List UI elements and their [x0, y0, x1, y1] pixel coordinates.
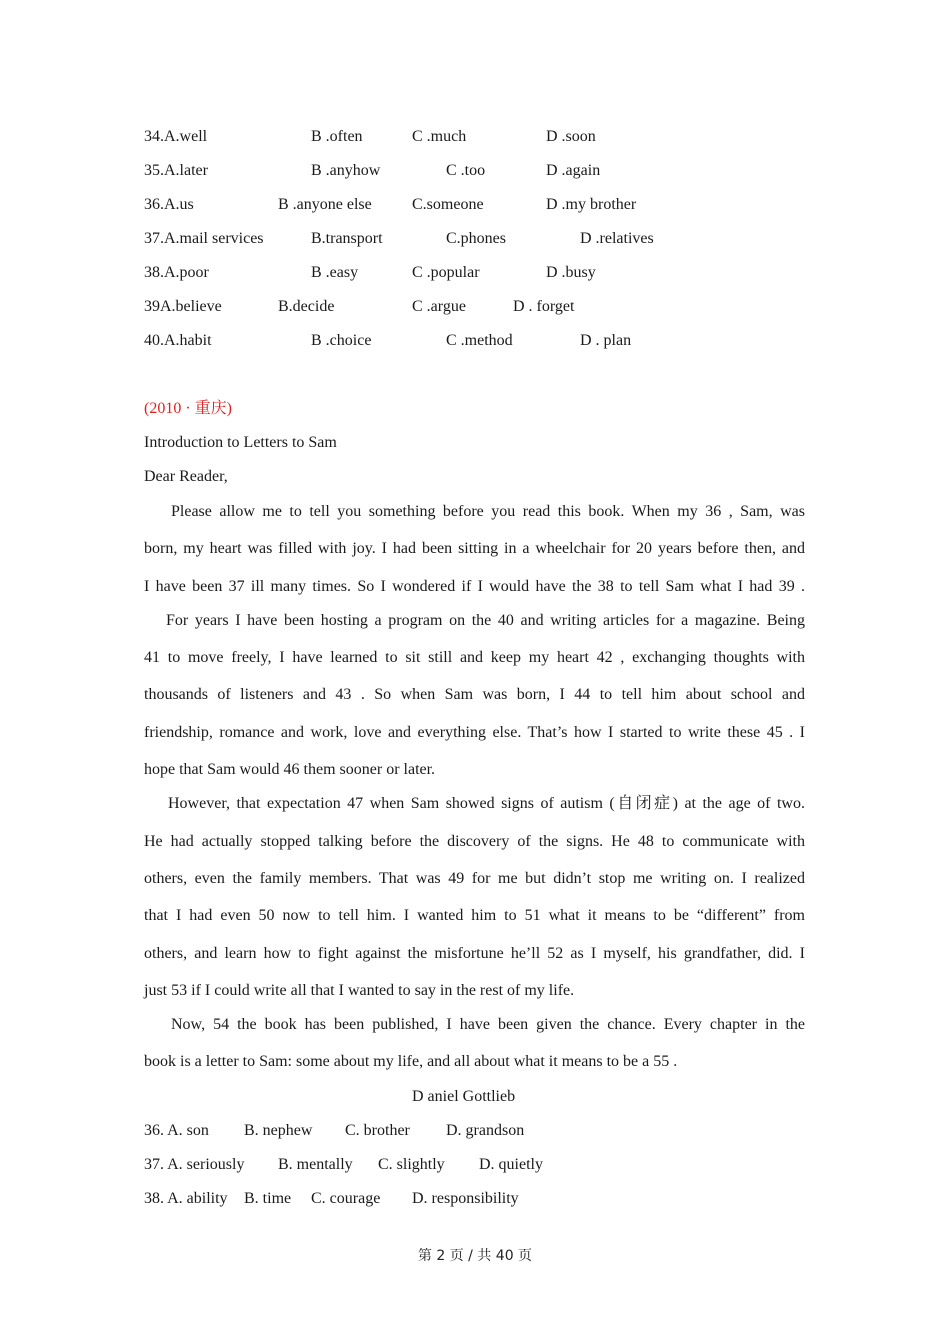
- option-c: C. brother: [345, 1122, 410, 1139]
- option-d: D .again: [546, 162, 601, 179]
- option-c: C. courage: [311, 1190, 381, 1207]
- option-d: D . plan: [580, 332, 632, 349]
- option-a: 35.A.later: [144, 162, 208, 179]
- option-b: B .easy: [311, 264, 359, 281]
- option-d: D .soon: [546, 128, 596, 145]
- option-d: D. quietly: [479, 1156, 543, 1173]
- passage-line: just 53 if I could write all that I wanted to say in the rest of my life.: [144, 982, 575, 999]
- signature: D aniel Gottlieb: [412, 1088, 516, 1105]
- option-b: B .anyone else: [278, 196, 372, 213]
- passage-line: that I had even 50 now to tell him. I wanted him to 51 what it means to be “different” from: [144, 907, 805, 924]
- option-a: 40.A.habit: [144, 332, 212, 349]
- option-c: C .much: [412, 128, 467, 145]
- option-b: B. nephew: [244, 1122, 313, 1139]
- option-b: B. time: [244, 1190, 292, 1207]
- option-d: D. grandson: [446, 1122, 525, 1139]
- passage-line: born, my heart was filled with joy. I had been sitting in a wheelchair for 20 years before then, and: [144, 540, 805, 557]
- option-b: B .anyhow: [311, 162, 381, 179]
- option-c: C .argue: [412, 298, 466, 315]
- passage-line: others, and learn how to fight against the misfortune he’ll 52 as I myself, his grandfather, did. I: [144, 945, 805, 962]
- passage-line: thousands of listeners and 43 . So when Sam was born, I 44 to tell him about school and: [144, 686, 805, 703]
- salutation: Dear Reader,: [144, 468, 228, 485]
- passage-line: hope that Sam would 46 them sooner or later.: [144, 761, 436, 778]
- passage-line: 41 to move freely, I have learned to sit still and keep my heart 42 , exchanging thoughts with: [144, 649, 805, 666]
- option-b: B.decide: [278, 298, 335, 315]
- option-a: 39A.believe: [144, 298, 222, 315]
- passage-line: I have been 37 ill many times. So I wondered if I would have the 38 to tell Sam what I had 39 .: [144, 578, 805, 595]
- passage-line: For years I have been hosting a program on the 40 and writing articles for a magazine. Being: [166, 612, 805, 629]
- passage-line: Please allow me to tell you something before you read this book. When my 36 , Sam, was: [171, 503, 805, 520]
- option-b: B. mentally: [278, 1156, 353, 1173]
- option-a: 37.A.mail services: [144, 230, 264, 247]
- passage-line: friendship, romance and work, love and everything else. That’s how I started to write these 45 . I: [144, 724, 805, 741]
- passage-line: book is a letter to Sam: some about my life, and all about what it means to be a 55 .: [144, 1053, 678, 1070]
- option-a: 36.A.us: [144, 196, 194, 213]
- option-d: D .busy: [546, 264, 596, 281]
- option-b: B .choice: [311, 332, 372, 349]
- option-b: B .often: [311, 128, 363, 145]
- option-d: D. responsibility: [412, 1190, 519, 1207]
- page-footer: 第 2 页 / 共 40 页: [417, 1248, 533, 1264]
- option-a: 37. A. seriously: [144, 1156, 245, 1173]
- option-b: B.transport: [311, 230, 383, 247]
- option-c: C.phones: [446, 230, 506, 247]
- passage-line: Now, 54 the book has been published, I have been given the chance. Every chapter in the: [171, 1016, 805, 1033]
- option-c: C.someone: [412, 196, 484, 213]
- option-a: 38. A. ability: [144, 1190, 228, 1207]
- option-c: C .too: [446, 162, 486, 179]
- option-c: C .popular: [412, 264, 480, 281]
- option-c: C .method: [446, 332, 513, 349]
- passage-title: Introduction to Letters to Sam: [144, 434, 337, 451]
- option-a: 38.A.poor: [144, 264, 209, 281]
- source-label: (2010 · 重庆): [144, 400, 232, 417]
- option-a: 34.A.well: [144, 128, 208, 145]
- option-d: D .my brother: [546, 196, 637, 213]
- passage-line: He had actually stopped talking before the discovery of the signs. He 48 to communicate with: [144, 833, 805, 850]
- option-d: D . forget: [513, 298, 575, 315]
- option-a: 36. A. son: [144, 1122, 209, 1139]
- option-c: C. slightly: [378, 1156, 445, 1173]
- passage-line: However, that expectation 47 when Sam showed signs of autism (自闭症) at the age of two.: [168, 795, 805, 812]
- option-d: D .relatives: [580, 230, 654, 247]
- passage-line: others, even the family members. That was 49 for me but didn’t stop me writing on. I realized: [144, 870, 805, 887]
